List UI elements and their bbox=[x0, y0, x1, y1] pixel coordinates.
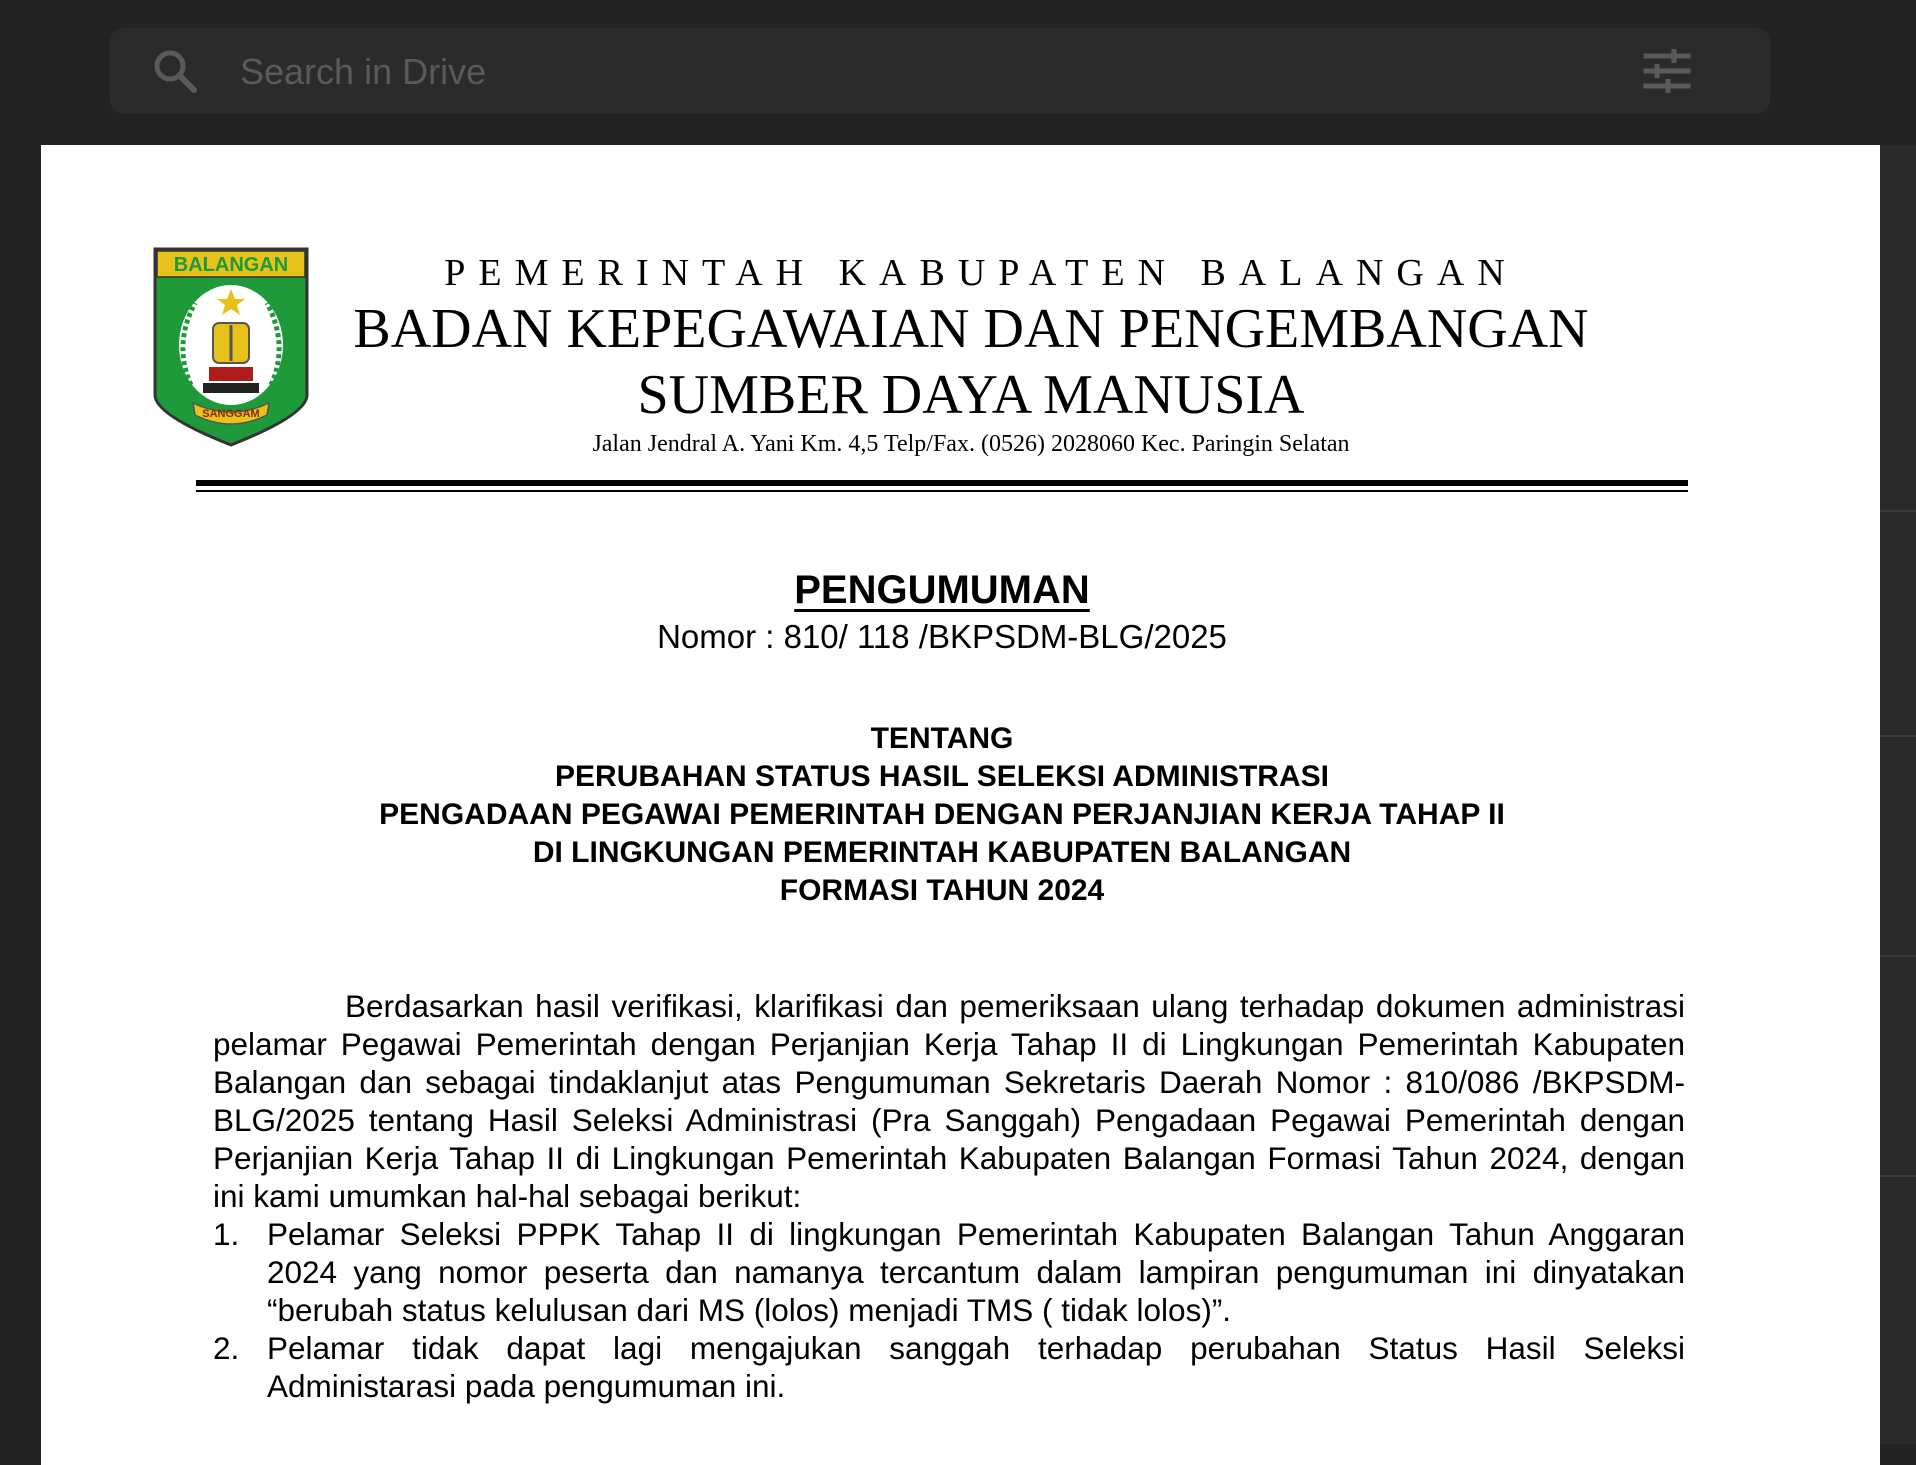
logo-text-top: BALANGAN bbox=[173, 254, 289, 276]
subject-line: TENTANG bbox=[870, 722, 1014, 755]
balangan-regency-logo bbox=[151, 245, 311, 447]
agency-name-line1: BADAN KEPEGAWAIAN DAN PENGEMBANGAN bbox=[353, 298, 1589, 360]
list-item-number: 1. bbox=[213, 1216, 240, 1252]
background-file-list-edge bbox=[1880, 145, 1916, 1444]
list-item-text: Pelamar Seleksi PPPK Tahap II di lingkungan Pemerintah Kabupaten Balangan Tahun Anggaran 2024 yang nomor peserta dan namanya tercantum dalam lampiran pengumuman ini dinyatakan “berubah status kelulusan dari MS (lolos) menjadi TMS ( tidak lolos)”. bbox=[267, 1216, 1685, 1328]
announcement-list bbox=[213, 1215, 1685, 1405]
search-icon[interactable] bbox=[150, 46, 200, 96]
logo-text-bottom: SANGGAM bbox=[202, 408, 260, 420]
list-item bbox=[213, 1329, 1685, 1405]
letterhead-divider-thick bbox=[196, 480, 1688, 486]
document-preview-page[interactable] bbox=[41, 145, 1880, 1465]
drive-search-bar[interactable] bbox=[110, 28, 1770, 114]
announcement-number: Nomor : 810/ 118 /BKPSDM-BLG/2025 bbox=[657, 618, 1227, 655]
announcement-title: PENGUMUMAN bbox=[794, 568, 1090, 612]
list-item-number: 2. bbox=[213, 1330, 240, 1366]
subject-line: PENGADAAN PEGAWAI PEMERINTAH DENGAN PERJANJIAN KERJA TAHAP II bbox=[379, 798, 1505, 831]
list-item-text: Pelamar tidak dapat lagi mengajukan sanggah terhadap perubahan Status Hasil Seleksi Administarasi pada pengumuman ini. bbox=[267, 1330, 1685, 1404]
agency-name-line2: SUMBER DAYA MANUSIA bbox=[637, 364, 1305, 426]
letterhead-divider-thin bbox=[196, 490, 1688, 492]
subject-line: DI LINGKUNGAN PEMERINTAH KABUPATEN BALANGAN bbox=[532, 836, 1352, 869]
agency-address: Jalan Jendral A. Yani Km. 4,5 Telp/Fax. (0526) 2028060 Kec. Paringin Selatan bbox=[592, 431, 1350, 457]
subject-line: PERUBAHAN STATUS HASIL SELEKSI ADMINISTRASI bbox=[555, 760, 1329, 793]
subject-line: FORMASI TAHUN 2024 bbox=[779, 874, 1105, 907]
government-name: PEMERINTAH KABUPATEN BALANGAN bbox=[444, 252, 1518, 294]
announcement-body: Berdasarkan hasil verifikasi, klarifikasi dan pemeriksaan ulang terhadap dokumen administrasi pelamar Pegawai Pemerintah dengan Perjanjian Kerja Tahap II di Lingkungan Pemerintah Kabupaten Balangan dan sebagai tindaklanjut atas Pengumuman Sekretaris Daerah Nomor : 810/086 /BKPSDM-BLG/2025 tentang Hasil Seleksi Administrasi (Pra Sanggah) Pengadaan Pegawai Pemerintah dengan Perjanjian Kerja Tahap II di Lingkungan Pemerintah Kabupaten Balangan Formasi Tahun 2024, dengan ini kami umumkan hal-hal sebagai berikut: bbox=[213, 988, 1685, 1214]
list-item bbox=[213, 1215, 1685, 1329]
search-options-icon[interactable] bbox=[1642, 46, 1692, 96]
search-input[interactable] bbox=[238, 46, 1542, 98]
